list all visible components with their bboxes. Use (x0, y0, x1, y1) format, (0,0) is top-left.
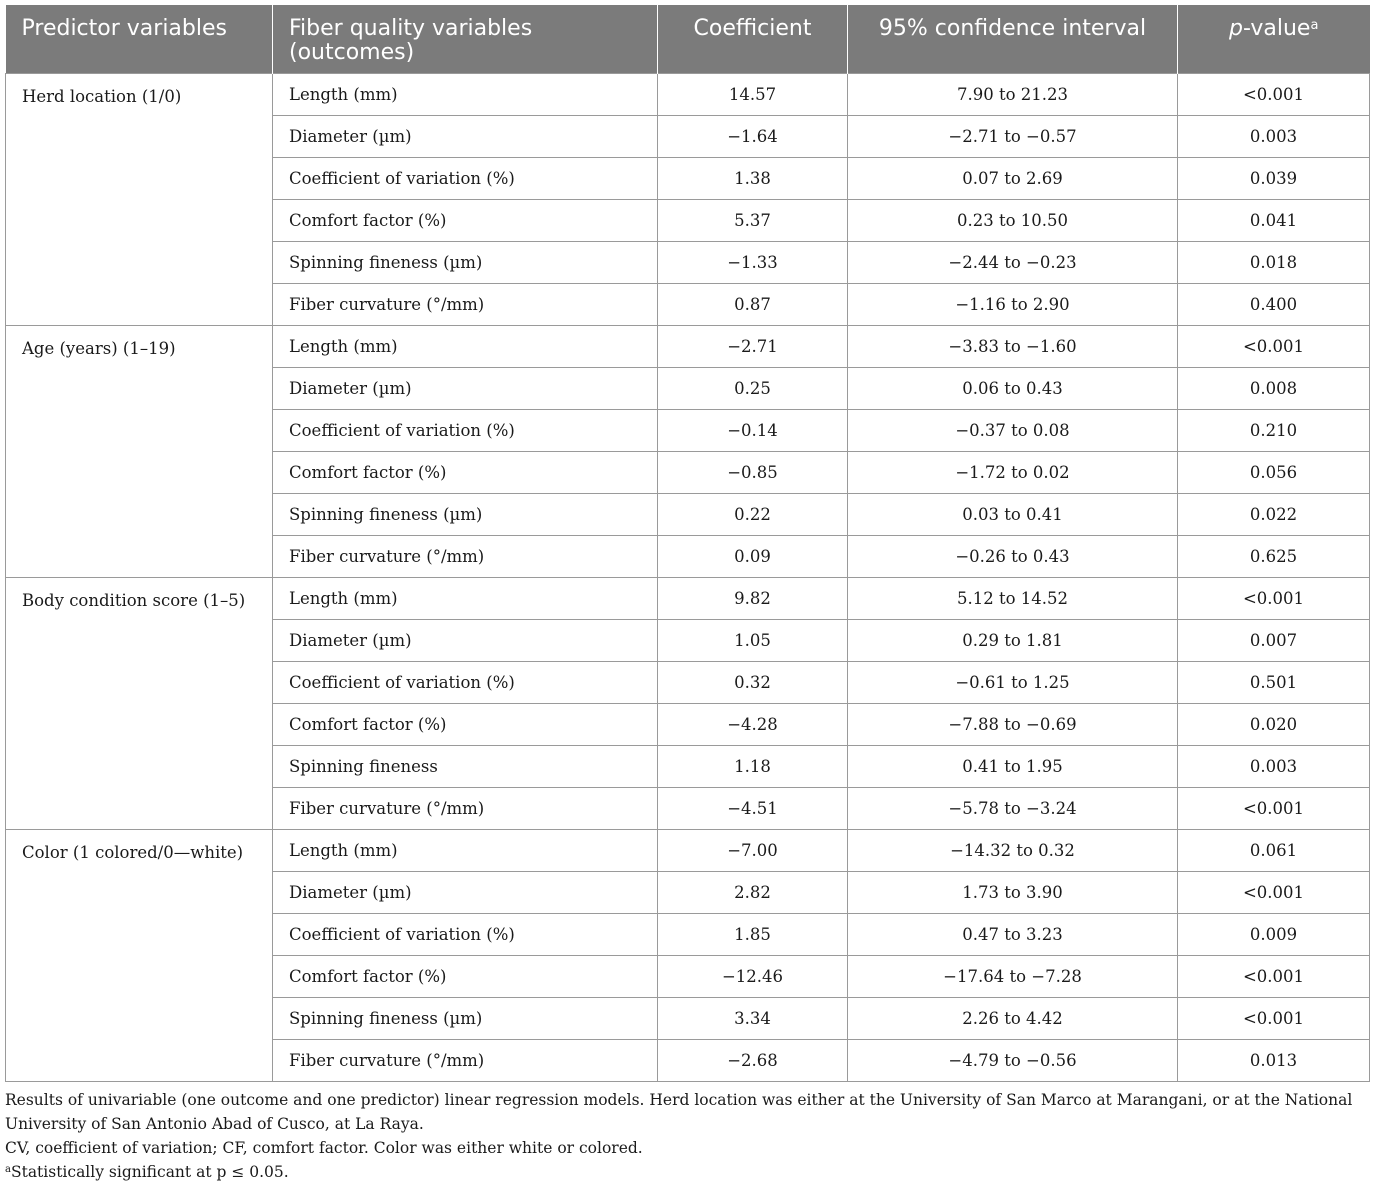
outcome-cell: Length (mm) (273, 578, 658, 620)
ci-cell: 0.41 to 1.95 (848, 746, 1178, 788)
outcome-cell: Diameter (µm) (273, 872, 658, 914)
p-value-cell: 0.022 (1178, 494, 1370, 536)
outcome-cell: Diameter (µm) (273, 620, 658, 662)
ci-cell: 7.90 to 21.23 (848, 74, 1178, 116)
p-value-cell: 0.625 (1178, 536, 1370, 578)
p-value-cell: <0.001 (1178, 578, 1370, 620)
p-value-cell: 0.008 (1178, 368, 1370, 410)
ci-cell: −2.44 to −0.23 (848, 242, 1178, 284)
coefficient-cell: −1.33 (658, 242, 848, 284)
header-p-value (1178, 5, 1370, 74)
coefficient-cell: 2.82 (658, 872, 848, 914)
p-value-cell: 0.210 (1178, 410, 1370, 452)
ci-cell: −17.64 to −7.28 (848, 956, 1178, 998)
p-value-cell: 0.501 (1178, 662, 1370, 704)
outcome-cell: Comfort factor (%) (273, 704, 658, 746)
header-outcome: Fiber quality variables (outcomes) (273, 5, 658, 74)
p-value-cell: 0.018 (1178, 242, 1370, 284)
ci-cell: −0.61 to 1.25 (848, 662, 1178, 704)
outcome-cell: Fiber curvature (°/mm) (273, 284, 658, 326)
ci-cell: −1.16 to 2.90 (848, 284, 1178, 326)
header-coefficient: Coefficient (658, 5, 848, 74)
outcome-cell: Length (mm) (273, 74, 658, 116)
outcome-cell: Coefficient of variation (%) (273, 914, 658, 956)
ci-cell: 0.29 to 1.81 (848, 620, 1178, 662)
p-value-cell: <0.001 (1178, 872, 1370, 914)
footnote-methods: Results of univariable (one outcome and one predictor) linear regression models. Herd location was either at the University of San Marco at Marangani, or at the National University of San Antonio Abad of Cusco, at La Raya. (5, 1091, 1353, 1133)
coefficient-cell: 1.85 (658, 914, 848, 956)
predictor-cell: Age (years) (1–19) (6, 326, 273, 578)
outcome-cell: Coefficient of variation (%) (273, 662, 658, 704)
coefficient-cell: 9.82 (658, 578, 848, 620)
footnote-significance-text: Statistically significant at p ≤ 0.05. (10, 1163, 289, 1181)
table-row (6, 830, 1370, 872)
p-footnote-marker: a (1310, 18, 1319, 33)
coefficient-cell: 0.25 (658, 368, 848, 410)
p-rest: -value (1243, 16, 1311, 41)
ci-cell: 0.03 to 0.41 (848, 494, 1178, 536)
p-value-cell: <0.001 (1178, 74, 1370, 116)
outcome-cell: Coefficient of variation (%) (273, 410, 658, 452)
p-value-cell: 0.039 (1178, 158, 1370, 200)
p-value-cell: 0.041 (1178, 200, 1370, 242)
coefficient-cell: −7.00 (658, 830, 848, 872)
outcome-cell: Spinning fineness (µm) (273, 242, 658, 284)
coefficient-cell: 0.22 (658, 494, 848, 536)
outcome-cell: Diameter (µm) (273, 116, 658, 158)
coefficient-cell: 1.18 (658, 746, 848, 788)
predictor-cell: Herd location (1/0) (6, 74, 273, 326)
outcome-cell: Comfort factor (%) (273, 200, 658, 242)
ci-cell: −3.83 to −1.60 (848, 326, 1178, 368)
p-value-cell: 0.007 (1178, 620, 1370, 662)
outcome-cell: Spinning fineness (273, 746, 658, 788)
ci-cell: −0.26 to 0.43 (848, 536, 1178, 578)
ci-cell: 0.07 to 2.69 (848, 158, 1178, 200)
table-figure (5, 5, 1370, 1184)
p-value-cell: 0.003 (1178, 116, 1370, 158)
coefficient-cell: −0.85 (658, 452, 848, 494)
outcome-cell: Spinning fineness (µm) (273, 998, 658, 1040)
p-value-cell: 0.013 (1178, 1040, 1370, 1082)
coefficient-cell: 5.37 (658, 200, 848, 242)
p-value-cell: <0.001 (1178, 788, 1370, 830)
coefficient-cell: −0.14 (658, 410, 848, 452)
outcome-cell: Spinning fineness (µm) (273, 494, 658, 536)
coefficient-cell: −4.28 (658, 704, 848, 746)
coefficient-cell: −12.46 (658, 956, 848, 998)
table-row (6, 578, 1370, 620)
p-value-cell: 0.400 (1178, 284, 1370, 326)
ci-cell: −7.88 to −0.69 (848, 704, 1178, 746)
coefficient-cell: −2.68 (658, 1040, 848, 1082)
ci-cell: −2.71 to −0.57 (848, 116, 1178, 158)
footnote-marker: a (5, 1164, 11, 1175)
p-italic: p (1229, 16, 1244, 41)
p-value-cell: 0.003 (1178, 746, 1370, 788)
table-body (6, 74, 1370, 1082)
predictor-cell: Body condition score (1–5) (6, 578, 273, 830)
p-value-cell: 0.020 (1178, 704, 1370, 746)
header-row (6, 5, 1370, 74)
outcome-cell: Comfort factor (%) (273, 452, 658, 494)
p-value-cell: 0.056 (1178, 452, 1370, 494)
table-footnotes (5, 1088, 1373, 1184)
coefficient-cell: −1.64 (658, 116, 848, 158)
outcome-cell: Diameter (µm) (273, 368, 658, 410)
p-value-cell: 0.009 (1178, 914, 1370, 956)
p-value-cell: <0.001 (1178, 998, 1370, 1040)
outcome-cell: Comfort factor (%) (273, 956, 658, 998)
ci-cell: −5.78 to −3.24 (848, 788, 1178, 830)
table-row (6, 326, 1370, 368)
ci-cell: −4.79 to −0.56 (848, 1040, 1178, 1082)
ci-cell: −0.37 to 0.08 (848, 410, 1178, 452)
regression-table (5, 5, 1370, 1082)
header-confidence-interval: 95% confidence interval (848, 5, 1178, 74)
footnote-abbreviations: CV, coefficient of variation; CF, comfort factor. Color was either white or colored. (5, 1139, 643, 1157)
ci-cell: 0.47 to 3.23 (848, 914, 1178, 956)
coefficient-cell: −2.71 (658, 326, 848, 368)
table-row (6, 74, 1370, 116)
outcome-cell: Coefficient of variation (%) (273, 158, 658, 200)
coefficient-cell: 1.38 (658, 158, 848, 200)
predictor-cell: Color (1 colored/0—white) (6, 830, 273, 1082)
ci-cell: 1.73 to 3.90 (848, 872, 1178, 914)
p-value-cell: <0.001 (1178, 956, 1370, 998)
ci-cell: −1.72 to 0.02 (848, 452, 1178, 494)
footnote-significance (5, 1160, 1373, 1184)
ci-cell: 0.23 to 10.50 (848, 200, 1178, 242)
header-predictor: Predictor variables (6, 5, 273, 74)
outcome-cell: Fiber curvature (°/mm) (273, 788, 658, 830)
coefficient-cell: 0.87 (658, 284, 848, 326)
outcome-cell: Length (mm) (273, 830, 658, 872)
p-value-cell: <0.001 (1178, 326, 1370, 368)
outcome-cell: Length (mm) (273, 326, 658, 368)
outcome-cell: Fiber curvature (°/mm) (273, 1040, 658, 1082)
ci-cell: 5.12 to 14.52 (848, 578, 1178, 620)
coefficient-cell: −4.51 (658, 788, 848, 830)
ci-cell: 0.06 to 0.43 (848, 368, 1178, 410)
coefficient-cell: 0.09 (658, 536, 848, 578)
coefficient-cell: 1.05 (658, 620, 848, 662)
coefficient-cell: 3.34 (658, 998, 848, 1040)
table-header (6, 5, 1370, 74)
ci-cell: −14.32 to 0.32 (848, 830, 1178, 872)
p-value-cell: 0.061 (1178, 830, 1370, 872)
ci-cell: 2.26 to 4.42 (848, 998, 1178, 1040)
outcome-cell: Fiber curvature (°/mm) (273, 536, 658, 578)
coefficient-cell: 0.32 (658, 662, 848, 704)
coefficient-cell: 14.57 (658, 74, 848, 116)
